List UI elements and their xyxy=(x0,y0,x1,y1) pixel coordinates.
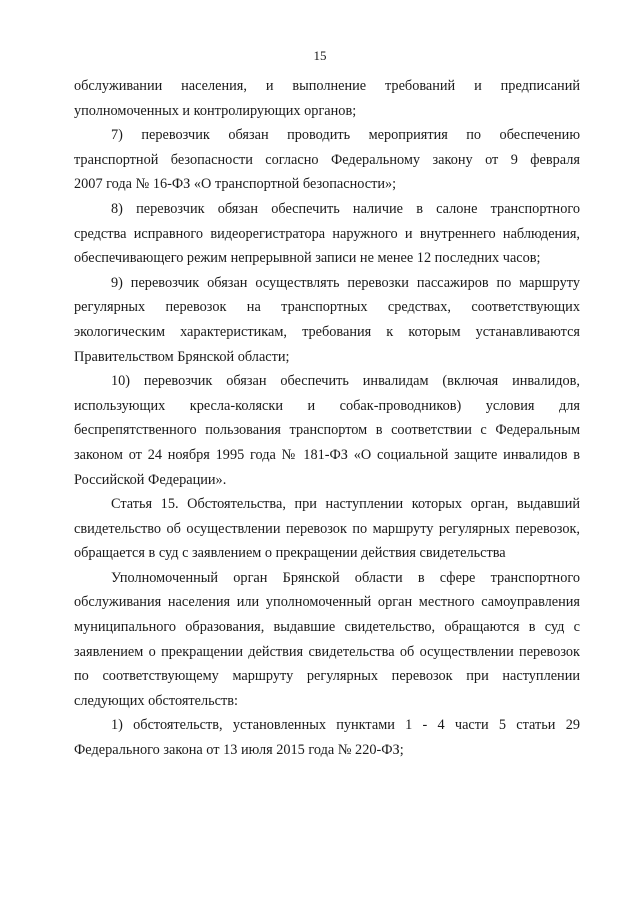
text-line: обеспечивающего режим непрерывной записи не менее 12 последних часов; xyxy=(74,250,541,267)
text-line: обращается в суд с заявлением о прекращении действия свидетельства xyxy=(74,545,506,562)
text-line: законом от 24 ноября 1995 года № 181-ФЗ «О социальной защите инвалидов в xyxy=(74,446,580,463)
text-line: Федерального закона от 13 июля 2015 года № 220-ФЗ; xyxy=(74,742,404,759)
text-line: использующих кресла-коляски и собак-проводников) условия для xyxy=(74,397,580,414)
text-line: Уполномоченный орган Брянской области в сфере транспортного xyxy=(111,569,580,586)
text-line: транспортной безопасности согласно Федеральному закону от 9 февраля xyxy=(74,151,580,168)
text-line: Статья 15. Обстоятельства, при наступлении которых орган, выдавший xyxy=(111,496,580,513)
document-body xyxy=(74,74,580,763)
text-line: 8) перевозчик обязан обеспечить наличие в салоне транспортного xyxy=(111,200,580,217)
paragraph xyxy=(74,713,580,762)
text-line: 9) перевозчик обязан осуществлять перевозки пассажиров по маршруту xyxy=(111,274,580,291)
text-line: экологическим характеристикам, требования к которым устанавливаются xyxy=(74,323,580,340)
text-line: 1) обстоятельств, установленных пунктами 1 - 4 части 5 статьи 29 xyxy=(111,717,580,734)
paragraph xyxy=(74,74,580,123)
text-line: Правительством Брянской области; xyxy=(74,348,290,365)
paragraph xyxy=(74,492,580,566)
paragraph xyxy=(74,197,580,271)
paragraph xyxy=(74,271,580,369)
paragraph xyxy=(74,123,580,197)
text-line: обслуживании населения, и выполнение требований и предписаний xyxy=(74,78,580,94)
text-line: 7) перевозчик обязан проводить мероприятия по обеспечению xyxy=(111,127,580,144)
text-line: средства исправного видеорегистратора наружного и внутреннего наблюдения, xyxy=(74,225,580,242)
text-line: беспрепятственного пользования транспортом в соответствии с Федеральным xyxy=(74,422,580,439)
text-line: муниципального образования, выдавшие свидетельство, обращаются в суд с xyxy=(74,619,580,636)
text-line: уполномоченных и контролирующих органов; xyxy=(74,102,357,119)
text-line: Российской Федерации». xyxy=(74,471,227,488)
text-line: следующих обстоятельств: xyxy=(74,692,238,709)
text-line: обслуживания населения или уполномоченный орган местного самоуправления xyxy=(74,594,580,611)
paragraph xyxy=(74,369,580,492)
text-line: 10) перевозчик обязан обеспечить инвалидам (включая инвалидов, xyxy=(111,373,580,390)
text-line: регулярных перевозок на транспортных средствах, соответствующих xyxy=(74,299,580,316)
text-line: свидетельство об осуществлении перевозок по маршруту регулярных перевозок, xyxy=(74,520,580,537)
text-line: по соответствующему маршруту регулярных перевозок при наступлении xyxy=(74,668,580,685)
text-line: 2007 года № 16-ФЗ «О транспортной безопасности»; xyxy=(74,176,397,193)
paragraph xyxy=(74,566,580,714)
text-line: заявлением о прекращении действия свидетельства об осуществлении перевозок xyxy=(74,643,580,660)
page-number: 15 xyxy=(313,48,327,63)
